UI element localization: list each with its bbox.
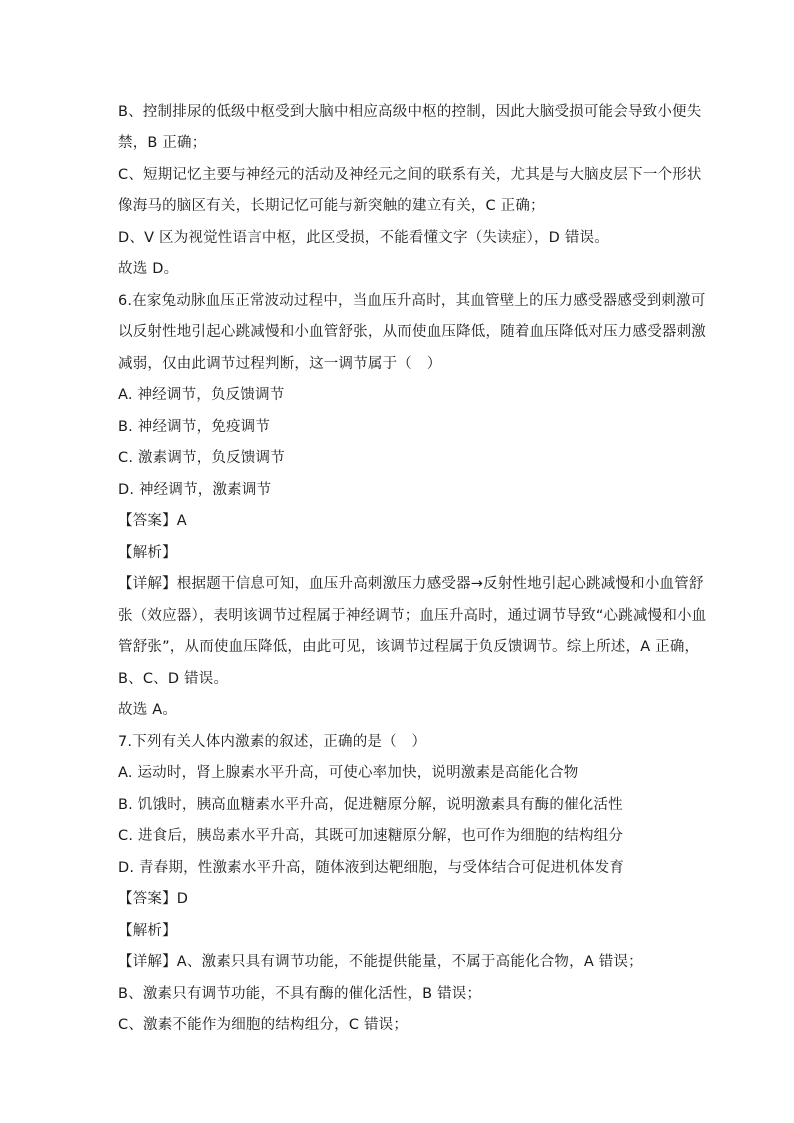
detail-text: 【详解】A、激素只具有调节功能，不能提供能量，不属于高能化合物，A 错误； bbox=[118, 954, 643, 970]
option-c: C. 进食后，胰岛素水平升高，其既可加速糖原分解，也可作为细胞的结构组分 bbox=[118, 828, 624, 844]
detail-text: B、C、D 错误。 bbox=[118, 671, 229, 687]
text-line: 故选 D。 bbox=[118, 261, 179, 277]
option-a: A. 运动时，肾上腺素水平升高，可使心率加快，说明激素是高能化合物 bbox=[118, 765, 579, 781]
text-line: 禁，B 正确； bbox=[118, 135, 207, 151]
option-c: C. 激素调节，负反馈调节 bbox=[118, 450, 285, 466]
answer-label: 【答案】A bbox=[118, 513, 187, 529]
question-7-stem: 7.下列有关人体内激素的叙述，正确的是（ ） bbox=[118, 734, 427, 750]
option-d: D. 青春期，性激素水平升高，随体液到达靶细胞，与受体结合可促进机体发育 bbox=[118, 860, 625, 876]
text-line: 像海马的脑区有关，长期记忆可能与新突触的建立有关，C 正确； bbox=[118, 198, 545, 214]
question-6-stem: 以反射性地引起心跳减慢和小血管舒张，从而使血压降低，随着血压降低对压力感受器刺激 bbox=[118, 324, 706, 340]
question-6-stem: 减弱，仅由此调节过程判断，这一调节属于（ ） bbox=[118, 356, 442, 372]
option-b: B. 神经调节，免疫调节 bbox=[118, 419, 271, 435]
option-b: B. 饥饿时，胰高血糖素水平升高，促进糖原分解，说明激素具有酶的催化活性 bbox=[118, 797, 623, 813]
detail-text: 【详解】根据题干信息可知，血压升高刺激压力感受器→反射性地引起心跳减慢和小血管舒 bbox=[118, 576, 704, 592]
text-line: C、短期记忆主要与神经元的活动及神经元之间的联系有关，尤其是与大脑皮层下一个形状 bbox=[118, 167, 702, 183]
option-d: D. 神经调节，激素调节 bbox=[118, 482, 272, 498]
question-6-stem: 6.在家兔动脉血压正常波动过程中，当血压升高时，其血管壁上的压力感受器感受到刺激可 bbox=[118, 293, 706, 309]
option-a: A. 神经调节，负反馈调节 bbox=[118, 387, 285, 403]
text-line: B、控制排尿的低级中枢受到大脑中相应高级中枢的控制，因此大脑受损可能会导致小便失 bbox=[118, 104, 702, 120]
analysis-label: 【解析】 bbox=[118, 545, 177, 561]
answer-label: 【答案】D bbox=[118, 891, 189, 907]
analysis-label: 【解析】 bbox=[118, 923, 177, 939]
detail-text: 张（效应器），表明该调节过程属于神经调节；血压升高时，通过调节导致“心跳减慢和小血 bbox=[118, 608, 707, 624]
detail-text: C、激素不能作为细胞的结构组分，C 错误； bbox=[118, 1017, 409, 1033]
text-line: 故选 A。 bbox=[118, 702, 178, 718]
text-line: D、V 区为视觉性语言中枢，此区受损，不能看懂文字（失读症），D 错误。 bbox=[118, 230, 609, 246]
detail-text: B、激素只有调节功能，不具有酶的催化活性，B 错误； bbox=[118, 986, 482, 1002]
detail-text: 管舒张”，从而使血压降低，由此可见，该调节过程属于负反馈调节。综上所述，A 正确， bbox=[118, 639, 700, 655]
